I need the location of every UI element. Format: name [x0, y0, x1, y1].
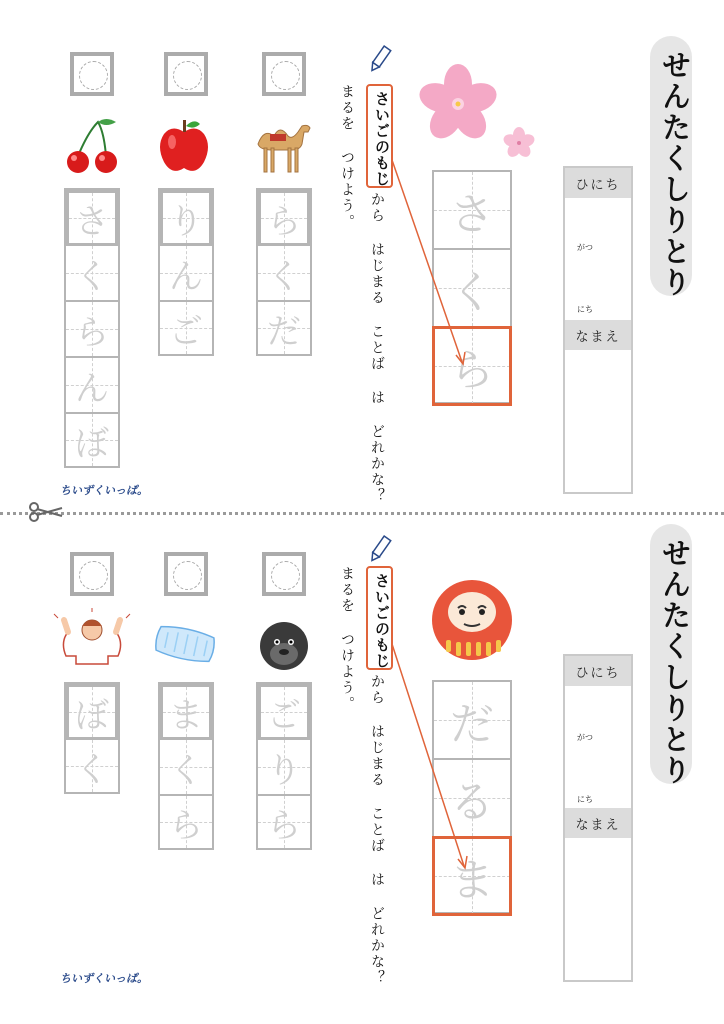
keyword-text: さいごのもじ: [373, 91, 391, 187]
pencil-icon: [368, 534, 392, 564]
grid-cell: [160, 796, 212, 848]
choice-checkbox[interactable]: [262, 52, 306, 96]
trace-char: ら: [75, 312, 109, 353]
grid-cell: [258, 796, 310, 848]
apple-icon: [154, 116, 214, 176]
name-label: なまえ: [565, 808, 631, 838]
trace-char: ま: [450, 855, 494, 906]
grid-cell: [66, 190, 118, 246]
option-word-grid: [256, 188, 312, 356]
trace-char: さ: [450, 189, 494, 240]
grid-cell: [258, 302, 310, 354]
trace-char: さ: [75, 201, 109, 242]
option-word-grid: [158, 188, 214, 356]
instruction-line1: から はじまる ことば は どれかな？: [369, 192, 385, 504]
trace-char: り: [267, 750, 301, 791]
trace-char: ご: [169, 311, 203, 352]
grid-cell: [160, 190, 212, 246]
option-word-grid: [64, 188, 120, 468]
name-label: なまえ: [565, 320, 631, 350]
worksheet-bottom: [0, 510, 724, 1015]
cherry-blossom-icon: [418, 64, 498, 144]
grid-cell: [66, 740, 118, 792]
choice-checkbox[interactable]: [164, 552, 208, 596]
title-pill: [650, 524, 692, 784]
trace-char: ら: [267, 201, 301, 242]
trace-char: く: [267, 256, 301, 297]
grid-cell: [66, 246, 118, 302]
pillow-icon: [152, 622, 218, 666]
grid-cell: [258, 684, 310, 740]
small-blossom-icon: [502, 126, 536, 160]
trace-char: く: [450, 267, 494, 318]
worksheet-title: せんたくしりとり: [658, 538, 692, 786]
day-label: にち: [577, 795, 593, 804]
trace-char: く: [75, 256, 109, 297]
trace-char: ご: [267, 695, 301, 736]
grid-cell: [66, 414, 118, 466]
trace-char: り: [169, 201, 203, 242]
option-word-grid: [256, 682, 312, 850]
cherries-icon: [62, 116, 122, 176]
date-label: ひにち: [565, 656, 631, 686]
grid-cell: [258, 190, 310, 246]
grid-cell: [160, 740, 212, 796]
trace-char: ん: [75, 368, 109, 409]
brand-logo: ちいずくいっぱ。: [60, 972, 148, 985]
grid-cell: [160, 246, 212, 302]
instruction-line2: まるを つけよう。: [339, 566, 355, 712]
trace-char: ら: [169, 805, 203, 846]
worksheet-top: [0, 0, 724, 505]
gorilla-icon: [256, 616, 312, 672]
day-label: にち: [577, 305, 593, 314]
trace-char: ぼ: [75, 695, 109, 736]
keyword-text: さいごのもじ: [373, 573, 391, 669]
month-label: がつ: [577, 243, 593, 252]
choice-checkbox[interactable]: [70, 552, 114, 596]
choice-checkbox[interactable]: [164, 52, 208, 96]
trace-char: だ: [267, 311, 301, 352]
info-box: [563, 654, 633, 982]
trace-char: く: [75, 749, 109, 790]
instruction-line2: まるを つけよう。: [339, 84, 355, 230]
grid-cell: [160, 684, 212, 740]
trace-char: ぼ: [75, 423, 109, 464]
info-box: [563, 166, 633, 494]
pencil-icon: [368, 44, 392, 74]
grid-cell: [66, 358, 118, 414]
option-word-grid: [158, 682, 214, 850]
trace-char: く: [169, 750, 203, 791]
grid-cell: [160, 302, 212, 354]
trace-char: ん: [169, 256, 203, 297]
title-pill: [650, 36, 692, 296]
trace-char: ら: [267, 805, 301, 846]
camel-icon: [252, 114, 314, 176]
choice-checkbox[interactable]: [262, 552, 306, 596]
date-label: ひにち: [565, 168, 631, 198]
grid-cell: [66, 684, 118, 740]
worksheet-title: せんたくしりとり: [658, 50, 692, 298]
choice-checkbox[interactable]: [70, 52, 114, 96]
boy-flexing-icon: [54, 612, 130, 670]
trace-char: る: [450, 777, 494, 828]
trace-char: ら: [450, 345, 494, 396]
arrow-connector: [380, 150, 500, 370]
grid-cell: [258, 740, 310, 796]
grid-cell: [66, 302, 118, 358]
grid-cell: [258, 246, 310, 302]
brand-logo: ちいずくいっぱ。: [60, 484, 148, 497]
arrow-connector: [380, 630, 500, 870]
option-word-grid: [64, 682, 120, 794]
instruction-line1: から はじまる ことば は どれかな？: [369, 674, 385, 986]
trace-char: ま: [169, 695, 203, 736]
month-label: がつ: [577, 733, 593, 742]
trace-char: だ: [450, 699, 494, 750]
